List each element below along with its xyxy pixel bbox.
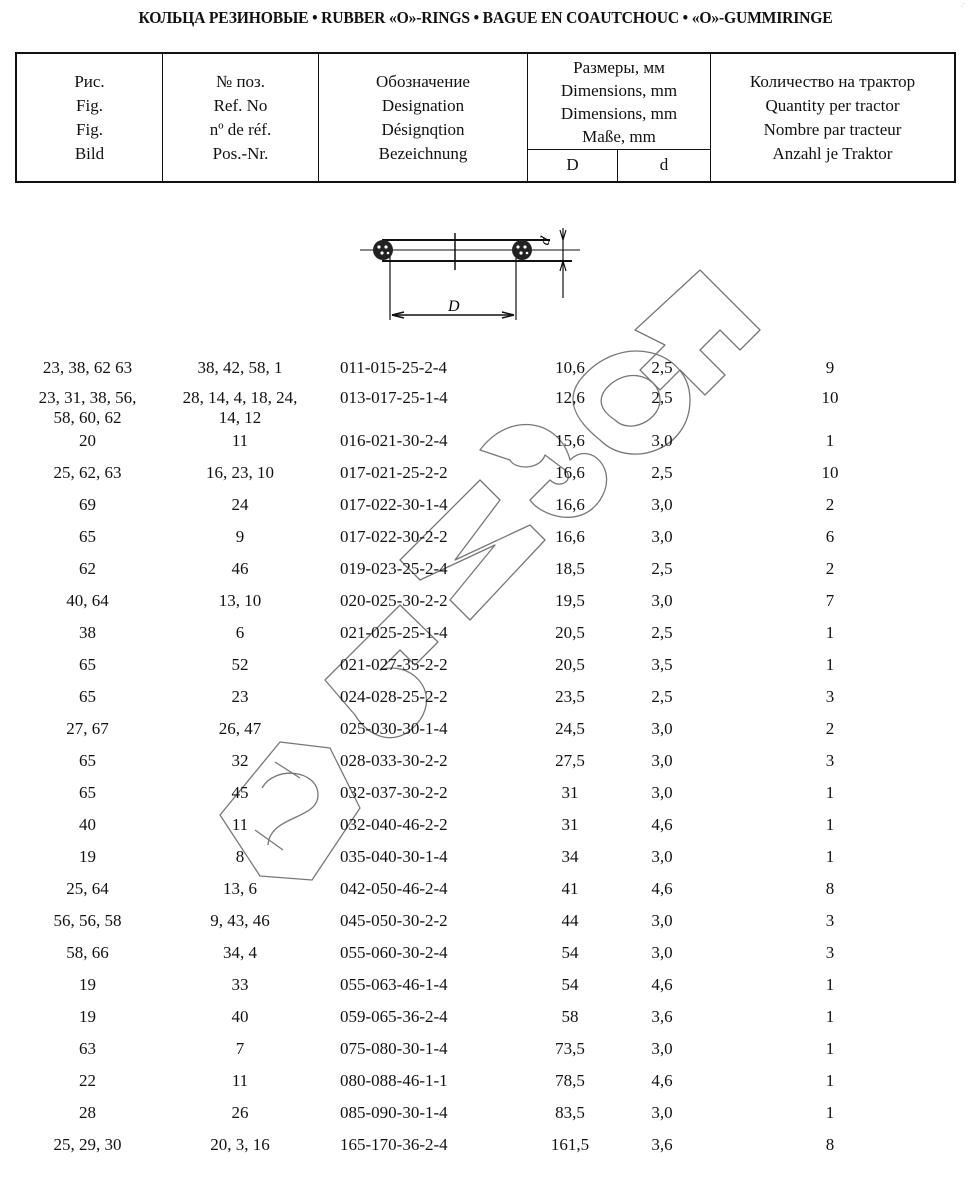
cell-designation: 017-021-25-2-2 bbox=[340, 463, 448, 482]
cell-outer-diameter: 54 bbox=[561, 943, 579, 962]
cell-designation: 013-017-25-1-4 bbox=[340, 388, 448, 407]
cell-outer-diameter: 18,5 bbox=[555, 559, 585, 578]
cell-designation: 021-025-25-1-4 bbox=[340, 623, 448, 642]
header-ref-de: Pos.-Nr. bbox=[212, 143, 269, 163]
cell-designation: 075-080-30-1-4 bbox=[340, 1039, 448, 1058]
cell-ref: 7 bbox=[235, 1039, 245, 1058]
cell-outer-diameter: 16,6 bbox=[555, 495, 585, 514]
cell-designation: 080-088-46-1-1 bbox=[340, 1071, 448, 1090]
cell-quantity: 9 bbox=[825, 358, 835, 377]
cell-fig: 65 bbox=[79, 751, 96, 770]
cell-fig: 19 bbox=[79, 847, 96, 866]
header-fig-de: Bild bbox=[74, 143, 105, 163]
cell-designation: 165-170-36-2-4 bbox=[340, 1135, 448, 1154]
cell-ref: 33 bbox=[231, 975, 249, 994]
cell-outer-diameter: 78,5 bbox=[555, 1071, 585, 1090]
cell-quantity: 1 bbox=[825, 1039, 835, 1058]
cell-section-diameter: 3,0 bbox=[651, 751, 673, 770]
header-designation-ru: Обозначение bbox=[376, 71, 470, 91]
cell-designation: 035-040-30-1-4 bbox=[340, 847, 448, 866]
cell-outer-diameter: 12,6 bbox=[555, 388, 585, 407]
cell-ref: 26 bbox=[231, 1103, 249, 1122]
cell-outer-diameter: 16,6 bbox=[555, 463, 585, 482]
cell-quantity: 1 bbox=[825, 815, 835, 834]
cell-quantity: 2 bbox=[825, 719, 835, 738]
cell-ref: 13, 6 bbox=[223, 879, 257, 898]
cell-ref: 46 bbox=[231, 559, 249, 578]
cell-designation: 032-037-30-2-2 bbox=[340, 783, 448, 802]
table-header bbox=[15, 52, 956, 183]
cell-ref: 28, 14, 4, 18, 24, bbox=[182, 388, 298, 407]
cell-quantity: 1 bbox=[825, 655, 835, 674]
cell-quantity: 1 bbox=[825, 623, 835, 642]
cell-section-diameter: 3,0 bbox=[651, 943, 673, 962]
cell-section-diameter: 4,6 bbox=[651, 1071, 673, 1090]
header-quantity-de: Anzahl je Traktor bbox=[772, 143, 893, 163]
cell-outer-diameter: 27,5 bbox=[555, 751, 585, 770]
cell-quantity: 7 bbox=[825, 591, 835, 610]
header-ref-en: Ref. No bbox=[213, 95, 268, 115]
header-dimensions-title bbox=[528, 54, 710, 150]
cell-designation: 016-021-30-2-4 bbox=[340, 431, 448, 450]
header-quantity-ru: Количество на трактор bbox=[749, 71, 916, 91]
cell-section-diameter: 3,0 bbox=[651, 783, 673, 802]
cell-outer-diameter: 16,6 bbox=[555, 527, 585, 546]
cell-fig: 19 bbox=[79, 1007, 96, 1026]
cell-outer-diameter: 83,5 bbox=[555, 1103, 585, 1122]
cell-fig: 69 bbox=[79, 495, 96, 514]
cell-fig-continued: 58, 60, 62 bbox=[53, 408, 122, 427]
cell-section-diameter: 2,5 bbox=[651, 358, 673, 377]
cell-designation: 025-030-30-1-4 bbox=[340, 719, 448, 738]
cell-ref: 13, 10 bbox=[218, 591, 262, 610]
cell-section-diameter: 3,0 bbox=[651, 431, 673, 450]
cell-designation: 085-090-30-1-4 bbox=[340, 1103, 448, 1122]
cell-section-diameter: 3,6 bbox=[651, 1135, 673, 1154]
cell-section-diameter: 2,5 bbox=[651, 687, 673, 706]
cell-ref: 6 bbox=[235, 623, 245, 642]
cell-section-diameter: 3,0 bbox=[651, 591, 673, 610]
cell-designation: 032-040-46-2-2 bbox=[340, 815, 448, 834]
cell-section-diameter: 3,0 bbox=[651, 1039, 673, 1058]
cell-quantity: 3 bbox=[825, 911, 835, 930]
header-designation-fr: Désignqtion bbox=[381, 119, 465, 139]
cell-fig: 40, 64 bbox=[66, 591, 109, 610]
cell-quantity: 2 bbox=[825, 559, 835, 578]
cell-ref: 45 bbox=[231, 783, 249, 802]
cell-ref: 52 bbox=[231, 655, 249, 674]
ring-section-left bbox=[373, 240, 393, 260]
cell-outer-diameter: 34 bbox=[561, 847, 579, 866]
ring-section-right bbox=[512, 240, 532, 260]
cell-section-diameter: 4,6 bbox=[651, 879, 673, 898]
cell-section-diameter: 3,0 bbox=[651, 1103, 673, 1122]
cell-quantity: 3 bbox=[825, 943, 835, 962]
cell-designation: 059-065-36-2-4 bbox=[340, 1007, 448, 1026]
cell-quantity: 8 bbox=[825, 879, 835, 898]
cell-quantity: 3 bbox=[825, 687, 835, 706]
o-ring-section-diagram bbox=[360, 228, 590, 328]
header-designation bbox=[319, 54, 528, 181]
cell-outer-diameter: 20,5 bbox=[555, 623, 585, 642]
cell-section-diameter: 2,5 bbox=[651, 388, 673, 407]
cell-outer-diameter: 161,5 bbox=[550, 1135, 590, 1154]
cell-section-diameter: 3,0 bbox=[651, 527, 673, 546]
cell-outer-diameter: 24,5 bbox=[555, 719, 585, 738]
cell-ref: 34, 4 bbox=[223, 943, 257, 962]
cell-fig: 65 bbox=[79, 527, 96, 546]
cell-section-diameter: 2,5 bbox=[651, 623, 673, 642]
header-ref-ru: № поз. bbox=[215, 71, 266, 91]
cell-quantity: 1 bbox=[825, 1071, 835, 1090]
header-dimensions-ru: Размеры, мм bbox=[573, 58, 665, 77]
cell-outer-diameter: 10,6 bbox=[555, 358, 585, 377]
header-ref bbox=[163, 54, 319, 181]
cell-outer-diameter: 23,5 bbox=[555, 687, 585, 706]
cell-fig: 27, 67 bbox=[66, 719, 109, 738]
cell-outer-diameter: 41 bbox=[561, 879, 579, 898]
cell-quantity: 6 bbox=[825, 527, 835, 546]
cell-outer-diameter: 19,5 bbox=[555, 591, 585, 610]
cell-fig: 62 bbox=[79, 559, 96, 578]
cell-ref: 20, 3, 16 bbox=[210, 1135, 270, 1154]
cell-outer-diameter: 31 bbox=[561, 783, 579, 802]
cell-ref: 11 bbox=[231, 431, 249, 450]
cell-outer-diameter: 20,5 bbox=[555, 655, 585, 674]
label-d: d bbox=[536, 234, 555, 248]
cell-ref: 38, 42, 58, 1 bbox=[197, 358, 283, 377]
cell-designation: 055-060-30-2-4 bbox=[340, 943, 448, 962]
cell-fig: 19 bbox=[79, 975, 96, 994]
cell-designation: 045-050-30-2-2 bbox=[340, 911, 448, 930]
cell-designation: 055-063-46-1-4 bbox=[340, 975, 448, 994]
cell-outer-diameter: 54 bbox=[561, 975, 579, 994]
label-D: D bbox=[448, 298, 460, 315]
cell-ref: 8 bbox=[235, 847, 245, 866]
cell-outer-diameter: 31 bbox=[561, 815, 579, 834]
cell-ref: 23 bbox=[231, 687, 249, 706]
cell-fig: 23, 38, 62 63 bbox=[42, 358, 133, 377]
cell-ref: 32 bbox=[231, 751, 249, 770]
cell-fig: 40 bbox=[79, 815, 96, 834]
header-quantity-en: Quantity per tractor bbox=[765, 95, 900, 115]
cell-outer-diameter: 15,6 bbox=[555, 431, 585, 450]
cell-section-diameter: 3,0 bbox=[651, 719, 673, 738]
header-fig-fr: Fig. bbox=[76, 119, 103, 139]
header-dimensions-de: Maße, mm bbox=[582, 127, 656, 146]
cell-ref-continued: 14, 12 bbox=[218, 408, 262, 427]
cell-fig: 25, 29, 30 bbox=[53, 1135, 122, 1154]
header-dimensions-en: Dimensions, mm bbox=[560, 81, 678, 100]
cell-outer-diameter: 44 bbox=[561, 911, 579, 930]
header-fig-en: Fig. bbox=[76, 95, 103, 115]
cell-ref: 26, 47 bbox=[218, 719, 262, 738]
cell-quantity: 1 bbox=[825, 783, 835, 802]
cell-designation: 024-028-25-2-2 bbox=[340, 687, 448, 706]
cell-section-diameter: 3,0 bbox=[651, 911, 673, 930]
cell-designation: 019-023-25-2-4 bbox=[340, 559, 448, 578]
cell-ref: 9 bbox=[235, 527, 245, 546]
cell-section-diameter: 2,5 bbox=[651, 463, 673, 482]
cell-section-diameter: 3,0 bbox=[651, 847, 673, 866]
cell-section-diameter: 3,5 bbox=[651, 655, 673, 674]
cell-designation: 042-050-46-2-4 bbox=[340, 879, 448, 898]
cell-fig: 25, 64 bbox=[66, 879, 109, 898]
scan-artifact: ·‾ bbox=[961, 4, 965, 10]
cell-fig: 25, 62, 63 bbox=[53, 463, 122, 482]
header-dim-outer-diameter: D bbox=[528, 149, 618, 181]
header-ref-fr: nº de réf. bbox=[209, 119, 272, 139]
header-dim-section-diameter: d bbox=[659, 155, 669, 174]
cell-designation: 017-022-30-2-2 bbox=[340, 527, 448, 546]
header-dimensions-sub bbox=[528, 149, 710, 181]
page-title: КОЛЬЦА РЕЗИНОВЫЕ • RUBBER «O»-RINGS • BAGUE EN COAUTCHOUC • «O»-GUMMIRINGE bbox=[138, 8, 833, 27]
cell-designation: 017-022-30-1-4 bbox=[340, 495, 448, 514]
cell-fig: 65 bbox=[79, 687, 96, 706]
cell-section-diameter: 2,5 bbox=[651, 559, 673, 578]
cell-fig: 38 bbox=[79, 623, 96, 642]
cell-ref: 24 bbox=[231, 495, 249, 514]
cell-section-diameter: 3,6 bbox=[651, 1007, 673, 1026]
cell-quantity: 10 bbox=[821, 463, 839, 482]
cell-ref: 9, 43, 46 bbox=[210, 911, 270, 930]
cell-ref: 16, 23, 10 bbox=[206, 463, 274, 482]
cell-quantity: 3 bbox=[825, 751, 835, 770]
cell-quantity: 1 bbox=[825, 1103, 835, 1122]
cell-fig: 20 bbox=[79, 431, 96, 450]
header-quantity-fr: Nombre par tracteur bbox=[763, 119, 902, 139]
header-fig-ru: Рис. bbox=[74, 71, 105, 91]
cell-quantity: 8 bbox=[825, 1135, 835, 1154]
header-dimensions bbox=[528, 54, 711, 181]
header-dimensions-fr: Dimensions, mm bbox=[560, 104, 678, 123]
cell-ref: 40 bbox=[231, 1007, 249, 1026]
cell-fig: 28 bbox=[79, 1103, 96, 1122]
header-designation-en: Designation bbox=[381, 95, 465, 115]
cell-fig: 58, 66 bbox=[66, 943, 109, 962]
cell-quantity: 10 bbox=[821, 388, 839, 407]
cell-ref: 11 bbox=[231, 1071, 249, 1090]
header-fig bbox=[17, 54, 163, 181]
cell-fig: 65 bbox=[79, 783, 96, 802]
cell-fig: 56, 56, 58 bbox=[53, 911, 122, 930]
cell-outer-diameter: 58 bbox=[561, 1007, 579, 1026]
cell-fig: 65 bbox=[79, 655, 96, 674]
cell-designation: 028-033-30-2-2 bbox=[340, 751, 448, 770]
cell-section-diameter: 4,6 bbox=[651, 975, 673, 994]
cell-fig: 23, 31, 38, 56, bbox=[38, 388, 137, 407]
cell-fig: 63 bbox=[79, 1039, 96, 1058]
cell-outer-diameter: 73,5 bbox=[555, 1039, 585, 1058]
cell-section-diameter: 4,6 bbox=[651, 815, 673, 834]
cell-section-diameter: 3,0 bbox=[651, 495, 673, 514]
header-quantity bbox=[711, 54, 954, 181]
cell-designation: 011-015-25-2-4 bbox=[340, 358, 448, 377]
cell-designation: 020-025-30-2-2 bbox=[340, 591, 448, 610]
cell-quantity: 1 bbox=[825, 975, 835, 994]
cell-ref: 11 bbox=[231, 815, 249, 834]
cell-quantity: 1 bbox=[825, 431, 835, 450]
header-designation-de: Bezeichnung bbox=[378, 143, 468, 163]
cell-quantity: 1 bbox=[825, 1007, 835, 1026]
cell-quantity: 1 bbox=[825, 847, 835, 866]
cell-fig: 22 bbox=[79, 1071, 96, 1090]
cell-quantity: 2 bbox=[825, 495, 835, 514]
cell-designation: 021-027-35-2-2 bbox=[340, 655, 448, 674]
